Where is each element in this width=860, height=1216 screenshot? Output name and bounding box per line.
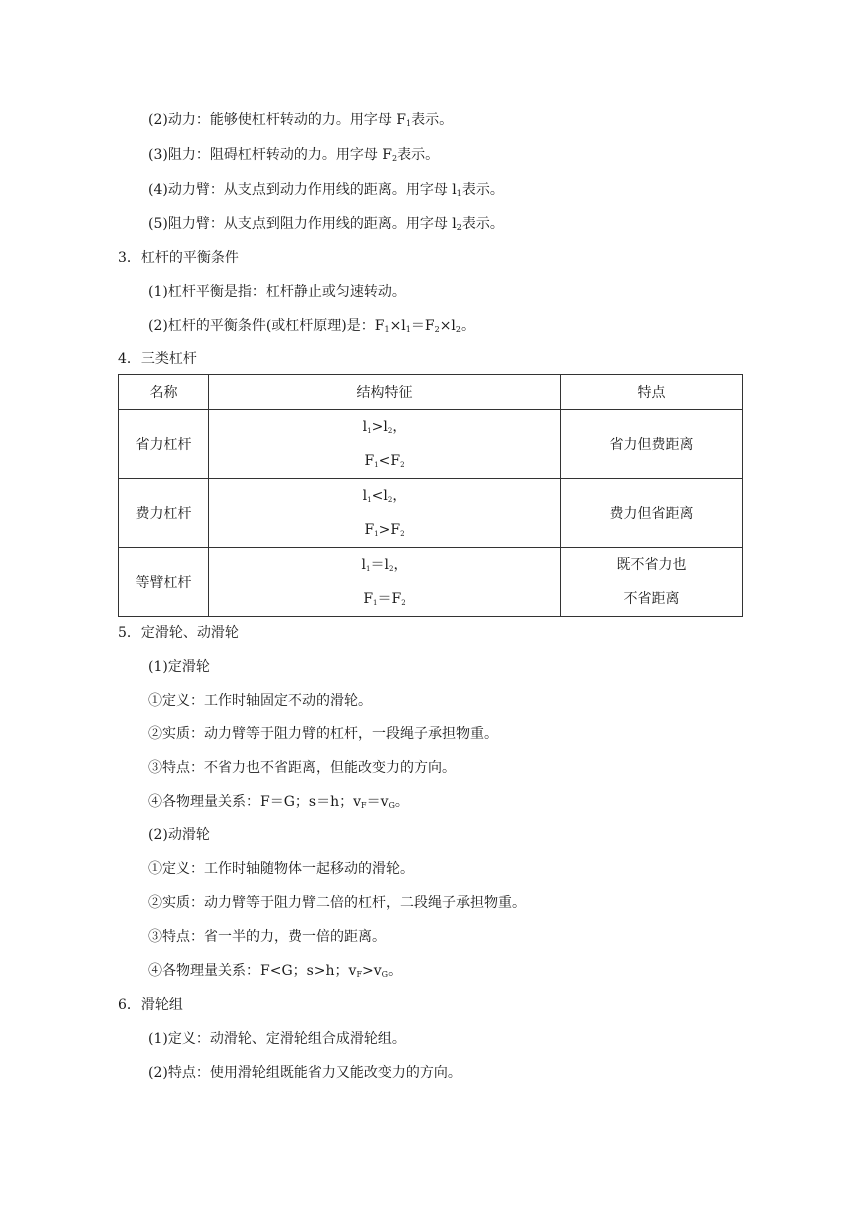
pulley-block-definition: (1)定义：动滑轮、定滑轮组合成滑轮组。 <box>148 1031 406 1047</box>
fixed-pulley-relations: ④各物理量关系：F＝G；s＝h；$v_F=v_G$。 <box>148 794 409 810</box>
lever-name: 省力杠杆 <box>119 410 209 479</box>
section-5-heading: 5．定滑轮、动滑轮 <box>118 625 239 641</box>
movable-pulley-relations: ④各物理量关系：F<G；s>h；$v_F>v_G$。 <box>148 963 403 979</box>
movable-pulley-feature: ③特点：省一半的力，费一倍的距离。 <box>148 929 386 945</box>
balance-meaning: (1)杠杆平衡是指：杠杆静止或匀速转动。 <box>148 284 406 300</box>
table-row <box>119 479 743 548</box>
lever-structure: $l_1>l_2$， $F_1<F_2$ <box>209 410 561 479</box>
lever-structure: $l_1=l_2$， $F_1=F_2$ <box>209 548 561 617</box>
pulley-block-feature: (2)特点：使用滑轮组既能省力又能改变力的方向。 <box>148 1065 462 1081</box>
power-definition: (2)动力：能够使杠杆转动的力。用字母 $F_1$表示。 <box>148 112 454 128</box>
section-3-heading: 3．杠杆的平衡条件 <box>118 250 239 266</box>
fixed-pulley-nature: ②实质：动力臂等于阻力臂的杠杆，一段绳子承担物重。 <box>148 726 498 742</box>
lever-feature: 省力但费距离 <box>561 410 743 479</box>
table-row <box>119 410 743 479</box>
movable-pulley-nature: ②实质：动力臂等于阻力臂二倍的杠杆，二段绳子承担物重。 <box>148 895 526 911</box>
lever-feature: 费力但省距离 <box>561 479 743 548</box>
resistance-definition: (3)阻力：阻碍杠杆转动的力。用字母 $F_2$表示。 <box>148 147 440 163</box>
balance-condition: (2)杠杆的平衡条件(或杠杆原理)是：$F_1\times l_1=F_2\times l_2$。 <box>148 318 475 334</box>
section-6-heading: 6．滑轮组 <box>118 997 183 1013</box>
header-name: 名称 <box>119 375 209 410</box>
header-feature: 特点 <box>561 375 743 410</box>
power-arm-definition: (4)动力臂：从支点到动力作用线的距离。用字母 $l_1$表示。 <box>148 182 504 198</box>
lever-name: 等臂杠杆 <box>119 548 209 617</box>
header-structure: 结构特征 <box>209 375 561 410</box>
fixed-pulley-feature: ③特点：不省力也不省距离，但能改变力的方向。 <box>148 760 456 776</box>
lever-name: 费力杠杆 <box>119 479 209 548</box>
fixed-pulley-title: (1)定滑轮 <box>148 659 210 675</box>
lever-structure: $l_1<l_2$， $F_1>F_2$ <box>209 479 561 548</box>
table-header-row <box>119 375 743 410</box>
lever-types-table <box>118 374 743 617</box>
section-4-heading: 4．三类杠杆 <box>118 351 197 367</box>
resistance-arm-definition: (5)阻力臂：从支点到阻力作用线的距离。用字母 $l_2$表示。 <box>148 216 504 232</box>
lever-feature: 既不省力也 不省距离 <box>561 548 743 617</box>
table-row <box>119 548 743 617</box>
movable-pulley-title: (2)动滑轮 <box>148 827 210 843</box>
movable-pulley-definition: ①定义：工作时轴随物体一起移动的滑轮。 <box>148 861 414 877</box>
fixed-pulley-definition: ①定义：工作时轴固定不动的滑轮。 <box>148 693 372 709</box>
